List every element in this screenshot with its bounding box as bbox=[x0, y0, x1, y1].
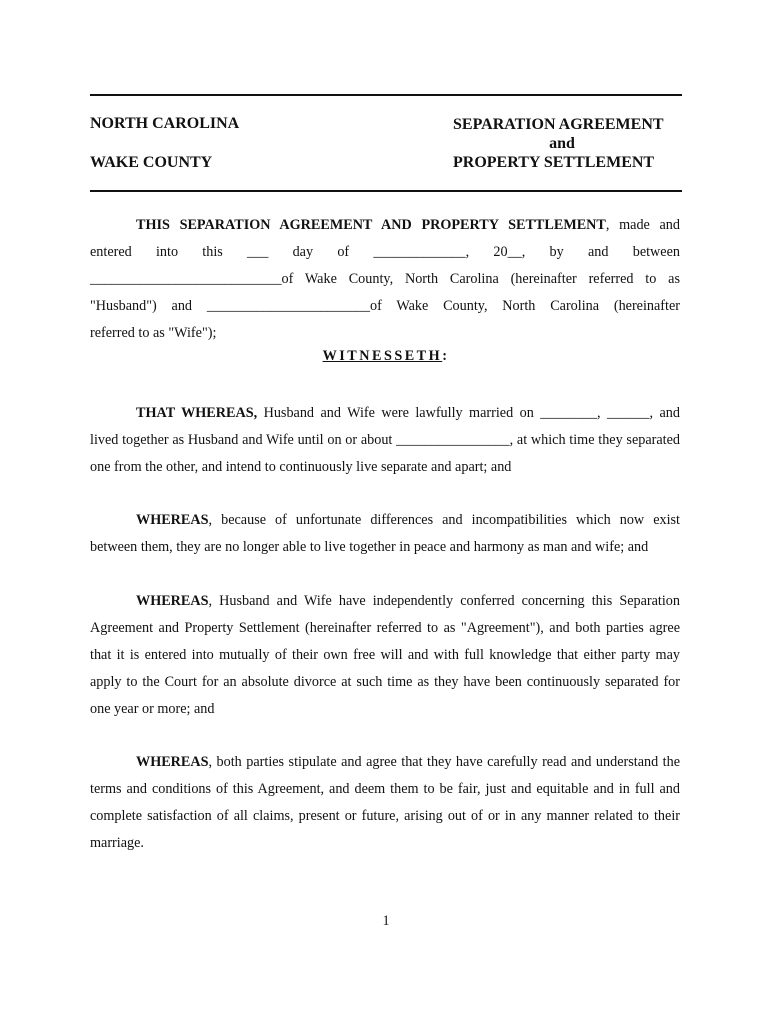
intro-line-1-rest: , made and bbox=[605, 217, 680, 233]
bottom-rule bbox=[90, 190, 682, 192]
caption-title-line1: SEPARATION AGREEMENT bbox=[453, 116, 664, 133]
recital-text: , both parties stipulate and agree that they have carefully read and understand the terms and conditions of this Agreement, and deem them to be fair, just and equitable and in full and complete satisfaction of all claims, present or future, arising out of or in any manner related to their marriage. bbox=[90, 754, 680, 851]
top-rule bbox=[90, 94, 682, 96]
witnesseth-label: WITNESSETH bbox=[322, 348, 443, 364]
recital-bold-lead: WHEREAS bbox=[136, 512, 209, 528]
recital-bold-lead: WHEREAS bbox=[136, 754, 209, 770]
caption-title bbox=[453, 115, 675, 172]
caption-county: WAKE COUNTY bbox=[90, 154, 213, 171]
recital-text: , Husband and Wife have independently conferred concerning this Separation Agreement and Property Settlement (hereinafter referred to as "Agreement"), and both parties agree that it is entered into mutually of their own free will and with full knowledge that either party may apply to the Court for an absolute divorce at such time as they have been continuously separated for one year or more; and bbox=[90, 593, 680, 717]
recital-bold-lead: THAT WHEREAS, bbox=[136, 405, 258, 421]
recital-paragraph bbox=[90, 588, 680, 723]
intro-bold-lead: THIS SEPARATION AGREEMENT AND PROPERTY SETTLEMENT bbox=[136, 217, 606, 233]
intro-line-5: referred to as "Wife"); bbox=[90, 325, 217, 341]
recital-paragraph bbox=[90, 400, 680, 481]
recital-bold-lead: WHEREAS bbox=[136, 593, 209, 609]
intro-line-2: entered into this ___ day of _____________, 20__, by and between bbox=[90, 244, 680, 260]
recital-text: Husband and Wife were lawfully married on ________, ______, and lived together as Husband and Wife until on or about ________________, at which time they separated one from the other, and intend to continuously live separate and apart; and bbox=[90, 405, 680, 475]
caption-title-line2: and bbox=[549, 135, 575, 152]
caption-jurisdiction bbox=[90, 115, 240, 171]
caption-title-line3: PROPERTY SETTLEMENT bbox=[453, 154, 655, 171]
recital-text: , because of unfortunate differences and incompatibilities which now exist between them, they are no longer able to live together in peace and harmony as man and wife; and bbox=[90, 512, 680, 555]
witnesseth-colon: : bbox=[442, 348, 450, 364]
intro-line-1 bbox=[90, 212, 680, 239]
recital-paragraph bbox=[90, 507, 680, 561]
case-caption bbox=[90, 115, 682, 185]
recital-paragraph bbox=[90, 749, 680, 857]
witnesseth-heading bbox=[90, 348, 682, 365]
page-number: 1 bbox=[382, 913, 390, 929]
document-page bbox=[90, 0, 682, 1024]
intro-line-4: "Husband") and _______________________of Wake County, North Carolina (hereinafter bbox=[90, 298, 680, 314]
caption-state: NORTH CAROLINA bbox=[90, 115, 240, 132]
intro-line-3: ___________________________of Wake County, North Carolina (hereinafter referred to as bbox=[90, 271, 680, 287]
intro-paragraph bbox=[90, 212, 680, 347]
